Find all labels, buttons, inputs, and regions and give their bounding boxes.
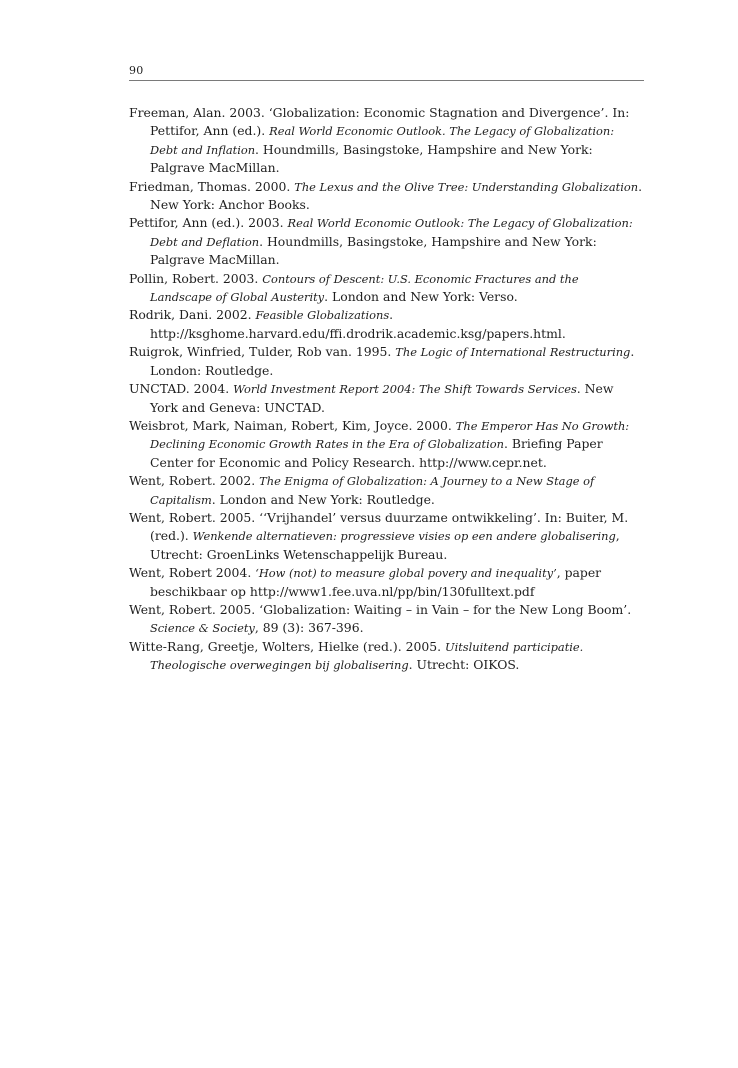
reference-text: . London and New York: Verso.: [324, 289, 518, 305]
header-rule: [129, 80, 644, 81]
reference-text: Rodrik, Dani. 2002.: [129, 307, 256, 323]
reference-text: Pollin, Robert. 2003.: [129, 270, 263, 286]
reference-title: The Lexus and the Olive Tree: Understanding Globalization: [294, 179, 639, 194]
reference-title: The Emperor Has No Growth: Declining Economic Growth Rates in the Era of Globalization: [150, 418, 630, 452]
reference-pettifor-2003: [129, 214, 644, 269]
reference-text: Went, Robert. 2005. ‘‘Vrijhandel’ versus duurzame ontwikkeling’. In: Buiter, M. (red.).: [129, 509, 629, 544]
reference-title: Science & Society: [150, 621, 255, 636]
reference-text: . Briefing Paper Center for Economic and Policy Research. http://www.cepr.net.: [150, 436, 603, 470]
reference-went-2005a: [129, 509, 644, 564]
page-number: 90: [129, 64, 144, 77]
reference-text: . Houndmills, Basingstoke, Hampshire and New York: Palgrave MacMillan.: [150, 233, 597, 268]
reference-freeman-2003: [129, 104, 644, 178]
reference-text: , paper beschikbaar op http://www1.fee.uva.nl/pp/bin/130fulltext.pdf: [150, 565, 602, 599]
reference-weisbrot-2000: [129, 417, 644, 472]
reference-text: Ruigrok, Winfried, Tulder, Rob van. 1995.: [129, 344, 396, 360]
reference-text: Weisbrot, Mark, Naiman, Robert, Kim, Joyce. 2000.: [129, 417, 456, 433]
reference-title: The Enigma of Globalization: A Journey to a New Stage of Capitalism: [150, 474, 595, 507]
reference-title: Wenkende alternatieven: progressieve visies op een andere globalisering: [192, 529, 616, 544]
reference-title: Contours of Descent: U.S. Economic Fractures and the Landscape of Global Austerity: [150, 271, 579, 305]
reference-unctad-2004: [129, 380, 644, 417]
reference-text: . New York and Geneva: UNCTAD.: [150, 381, 614, 415]
reference-title: Real World Economic Outlook: The Legacy of Globalization: Debt and Deflation: [150, 216, 633, 249]
reference-went-2004: [129, 564, 644, 601]
reference-rodrik-2002: [129, 306, 644, 343]
reference-title: ‘How (not) to measure global povery and inequality’: [255, 566, 557, 581]
reference-text: , Utrecht: GroenLinks Wetenschappelijk Bureau.: [150, 528, 620, 562]
reference-title: World Investment Report 2004: The Shift Towards Services: [233, 382, 577, 397]
reference-text: . Utrecht: OIKOS.: [408, 657, 520, 673]
reference-title: Uitsluitend participatie. Theologische overwegingen bij globalisering: [150, 639, 584, 673]
reference-text: Went, Robert 2004.: [129, 565, 256, 581]
reference-text: , 89 (3): 367-396.: [254, 620, 364, 636]
reference-pollin-2003: [129, 270, 644, 307]
reference-witte-rang-2005: [129, 638, 644, 675]
reference-text: . Houndmills, Basingstoke, Hampshire and New York: Palgrave MacMillan.: [150, 141, 593, 176]
reference-went-2005b: [129, 601, 644, 638]
reference-text: UNCTAD. 2004.: [129, 381, 234, 397]
reference-ruigrok-1995: [129, 343, 644, 380]
reference-text: Went, Robert. 2005. ‘Globalization: Waiting – in Vain – for the New Long Boom’.: [129, 601, 632, 617]
reference-text: Witte-Rang, Greetje, Wolters, Hielke (red.). 2005.: [129, 638, 445, 654]
reference-title: Real World Economic Outlook. The Legacy of Globalization: Debt and Inflation: [150, 124, 615, 157]
reference-title: Feasible Globalizations: [255, 308, 390, 323]
reference-text: Freeman, Alan. 2003. ‘Globalization: Economic Stagnation and Divergence’. In: Pettifor, Ann (ed.).: [129, 105, 630, 139]
reference-text: . London: Routledge.: [150, 344, 635, 378]
reference-text: . http://ksghome.harvard.edu/ffi.drodrik.academic.ksg/papers.html.: [150, 307, 566, 341]
reference-list: [129, 104, 644, 675]
reference-text: Friedman, Thomas. 2000.: [129, 178, 295, 194]
reference-went-2002: [129, 472, 644, 509]
reference-text: . New York: Anchor Books.: [150, 178, 643, 213]
reference-text: Went, Robert. 2002.: [129, 473, 260, 489]
reference-text: . London and New York: Routledge.: [211, 491, 435, 507]
reference-text: Pettifor, Ann (ed.). 2003.: [129, 215, 288, 231]
reference-title: The Logic of International Restructuring: [395, 345, 631, 360]
reference-friedman-2000: [129, 178, 644, 215]
